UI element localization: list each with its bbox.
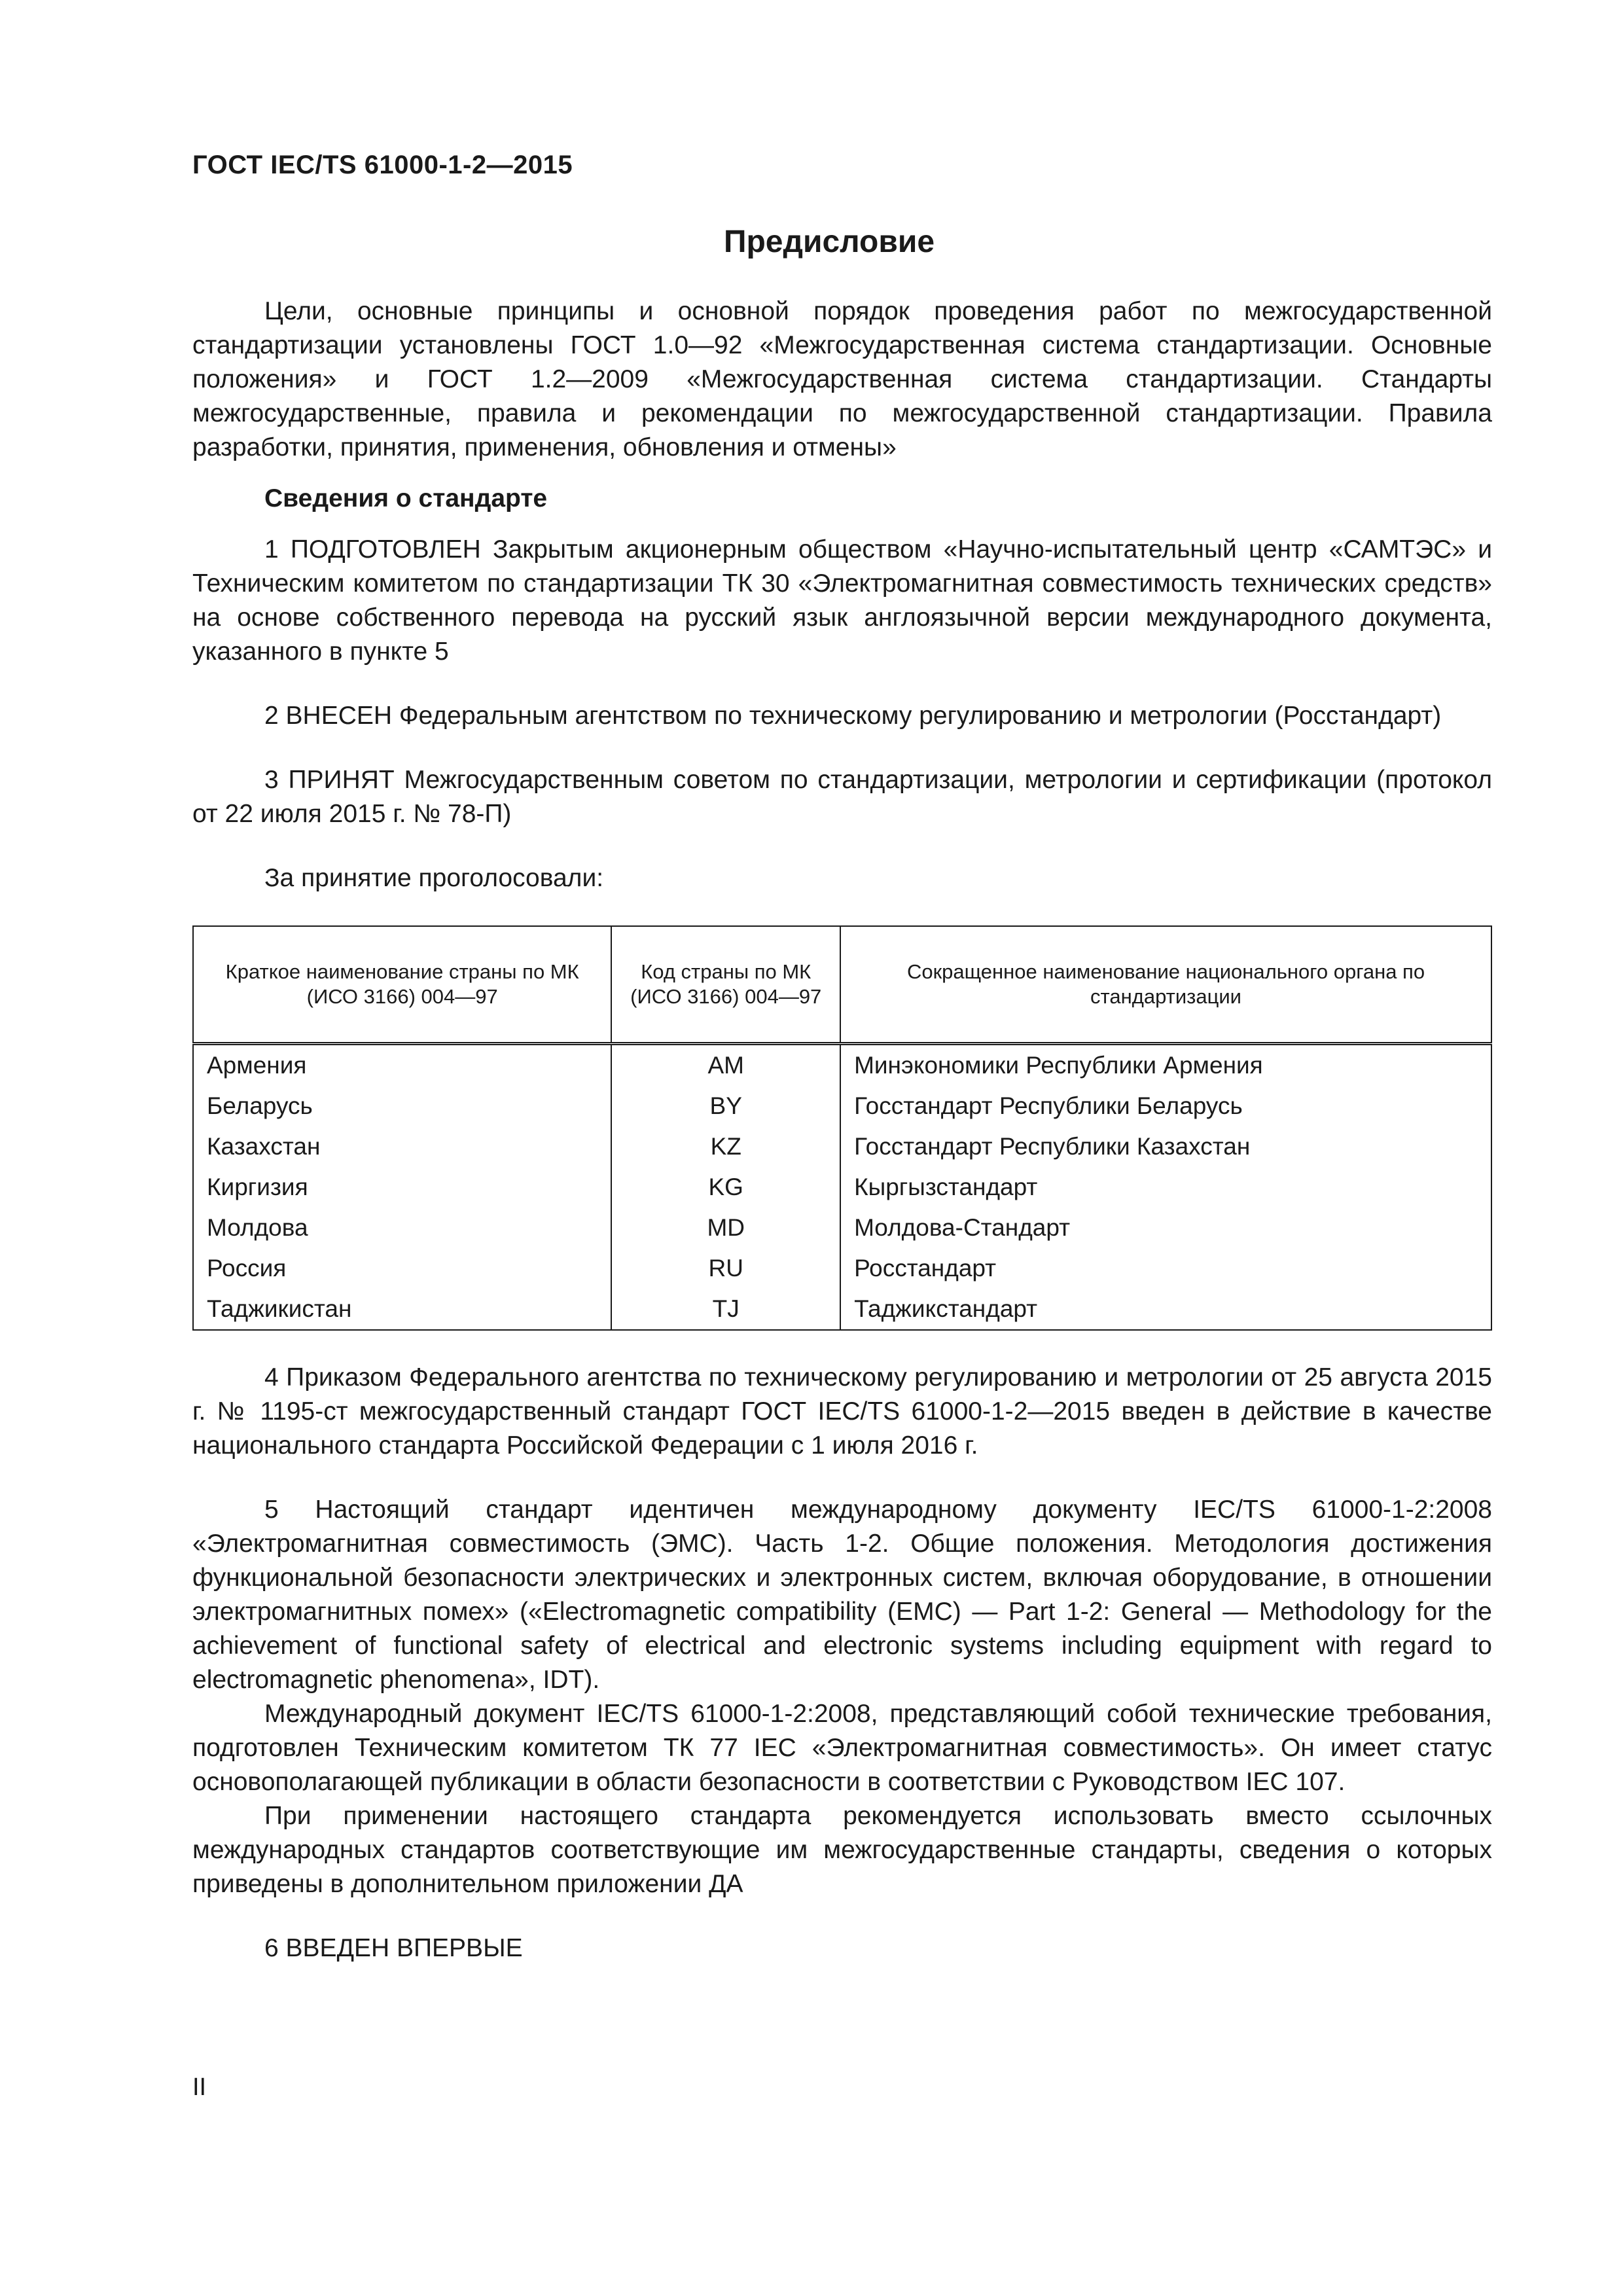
country-name-cell: Молдова: [193, 1208, 611, 1248]
item-2-introduced: 2 ВНЕСЕН Федеральным агентством по техническому регулированию и метрологии (Росстандарт): [264, 702, 1442, 730]
country-code-cell: BY: [611, 1086, 840, 1126]
item-5-identical: 5 Настоящий стандарт идентичен международному документу IEC/TS 61000-1-2:2008 «Электромагнитная совместимость (ЭМС). Часть 1-2. Общие положения. Методология достижения функциональной безопасности электрических и электронных систем, включая оборудование, в отношении электромагнитных помех» («Electromagnetic compatibility (EMC) — Part 1-2: General — Methodology for the achievement of functional safety of electrical and electronic systems including equipment with regard to electromagnetic phenomena», IDT).: [192, 1496, 1492, 1694]
country-name-cell: Армения: [193, 1044, 611, 1086]
table-row: [193, 1248, 1491, 1289]
table-row: [193, 1044, 1491, 1086]
document-code-header: ГОСТ IEC/TS 61000-1-2—2015: [192, 151, 573, 179]
country-name-cell: Киргизия: [193, 1167, 611, 1208]
item-6-first-introduced: 6 ВВЕДЕН ВПЕРВЫЕ: [264, 1934, 523, 1962]
country-code-cell: KG: [611, 1167, 840, 1208]
item-5-paragraph-2: Международный документ IEC/TS 61000-1-2:2008, представляющий собой технические требования, подготовлен Техническим комитетом ТК 77 IEC «Электромагнитная совместимость». Он имеет статус основополагающей публикации в области безопасности в соответствии с Руководством IEC 107.: [192, 1700, 1492, 1796]
foreword-content: [192, 295, 1492, 1965]
table-row: [193, 1086, 1491, 1126]
country-name-cell: Россия: [193, 1248, 611, 1289]
country-name-cell: Казахстан: [193, 1126, 611, 1167]
page-number: II: [192, 2073, 207, 2101]
item-3-adopted: 3 ПРИНЯТ Межгосударственным советом по стандартизации, метрологии и сертификации (протокол от 22 июля 2015 г. № 78-П): [192, 766, 1492, 828]
voting-countries-table: [192, 925, 1492, 1331]
country-code-cell: MD: [611, 1208, 840, 1248]
item-1-prepared: 1 ПОДГОТОВЛЕН Закрытым акционерным обществом «Научно-испытательный центр «САМТЭС» и Техническим комитетом по стандартизации ТК 30 «Электромагнитная совместимость технических средств» на основе собственного перевода на русский язык англоязычной версии международного документа, указанного в пункте 5: [192, 535, 1492, 666]
info-heading: Сведения о стандарте: [264, 484, 548, 512]
voted-label: За принятие проголосовали:: [264, 864, 604, 892]
standards-body-cell: Молдова-Стандарт: [840, 1208, 1491, 1248]
country-code-cell: TJ: [611, 1289, 840, 1330]
standards-body-cell: Госстандарт Республики Беларусь: [840, 1086, 1491, 1126]
table-row: [193, 1289, 1491, 1330]
country-name-cell: Таджикистан: [193, 1289, 611, 1330]
standards-body-cell: Росстандарт: [840, 1248, 1491, 1289]
standards-body-cell: Таджикстандарт: [840, 1289, 1491, 1330]
standards-body-cell: Минэкономики Республики Армения: [840, 1044, 1491, 1086]
country-name-cell: Беларусь: [193, 1086, 611, 1126]
item-4-enacted: 4 Приказом Федерального агентства по техническому регулированию и метрологии от 25 августа 2015 г. № 1195-ст межгосударственный стандарт ГОСТ IEC/TS 61000-1-2—2015 введен в действие в качестве национального стандарта Российской Федерации с 1 июля 2016 г.: [192, 1363, 1492, 1460]
table-row: [193, 1208, 1491, 1248]
standards-body-cell: Госстандарт Республики Казахстан: [840, 1126, 1491, 1167]
country-code-cell: KZ: [611, 1126, 840, 1167]
header-country-name: Краткое наименование страны по МК (ИСО 3166) 004—97: [193, 926, 611, 1044]
country-code-cell: AM: [611, 1044, 840, 1086]
intro-paragraph: Цели, основные принципы и основной порядок проведения работ по межгосударственной стандартизации установлены ГОСТ 1.0—92 «Межгосударственная система стандартизации. Основные положения» и ГОСТ 1.2—2009 «Межгосударственная система стандартизации. Стандарты межгосударственные, правила и рекомендации по межгосударственной стандартизации. Правила разработки, принятия, применения, обновления и отмены»: [192, 297, 1492, 461]
standards-body-cell: Кыргызстандарт: [840, 1167, 1491, 1208]
country-code-cell: RU: [611, 1248, 840, 1289]
table-row: [193, 1167, 1491, 1208]
foreword-title: Предисловие: [723, 224, 935, 259]
header-country-code: Код страны по МК (ИСО 3166) 004—97: [611, 926, 840, 1044]
table-row: [193, 1126, 1491, 1167]
table-header-row: [193, 926, 1491, 1044]
header-standards-body: Сокращенное наименование национального органа по стандартизации: [840, 926, 1491, 1044]
item-5-paragraph-3: При применении настоящего стандарта рекомендуется использовать вместо ссылочных международных стандартов соответствующие им межгосударственные стандарты, сведения о которых приведены в дополнительном приложении ДА: [192, 1802, 1492, 1898]
